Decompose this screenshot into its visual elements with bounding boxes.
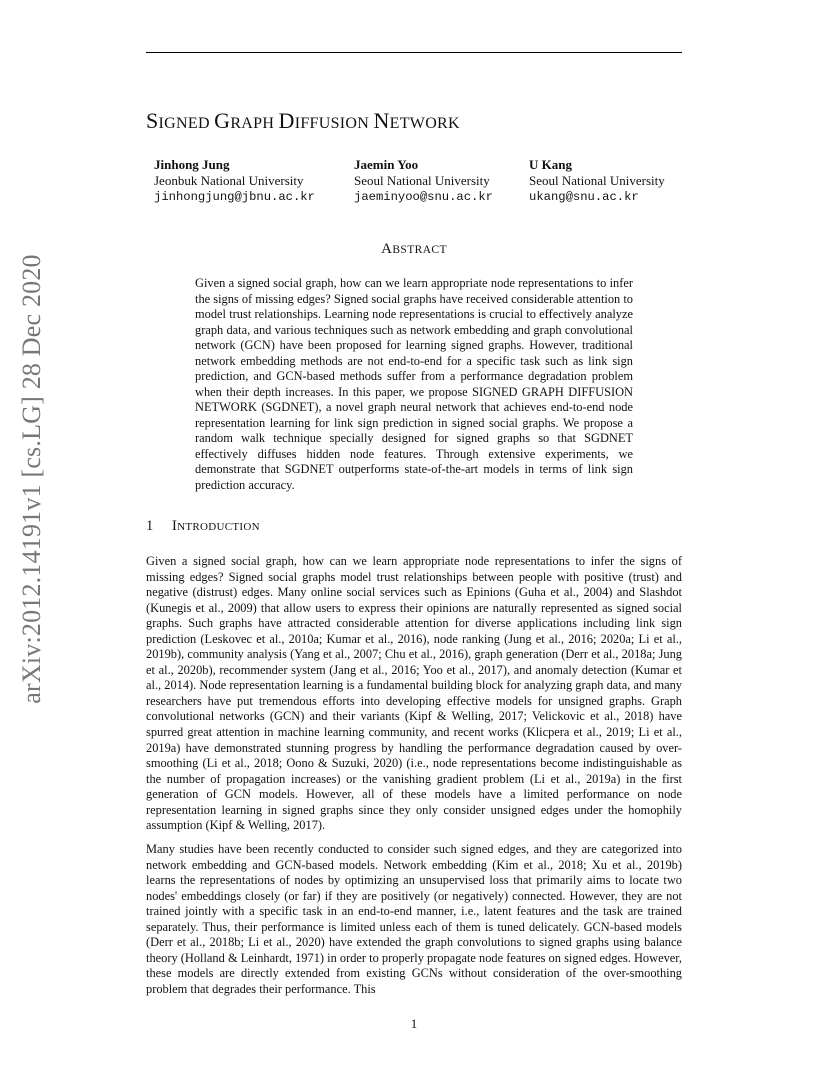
abstract-heading-rest: BSTRACT [392, 244, 447, 256]
author-email[interactable]: jinhongjung@jbnu.ac.kr [154, 190, 315, 204]
paragraph-text: Given a signed social graph, how can we learn appropriate node representations to infer the signs of missing edges? Signed social graphs model trust relationships between people with positive (trust) and negative (distrust) edges. Many online social services such as Epinions (Guha et al., 2004) and Slashdot (Kunegis et al., 2009) that allow users to express their opinions are naturally represented as signed social graphs. Such graphs have attracted considerable attention for diverse applications including link sign prediction (Leskovec et al., 2010a; Kumar et al., 2016), node ranking (Jung et al., 2016; 2020a; Li et al., 2019b), community analysis (Yang et al., 2007; Chu et al., 2016), graph generation (Derr et al., 2018a; Jung et al., 2020b), recommender system (Jang et al., 2016; Yoo et al., 2017), and anomaly detection (Kumar et al., 2014). Node representation learning is a fundamental building block for analyzing graph data, and many researchers have put tremendous efforts into developing effective models for unsigned graphs. Graph convolutional networks (GCN) and their variants (Kipf & Welling, 2017; Velickovic et al., 2018) have spurred great attention in machine learning community, and recent works (Klicpera et al., 2019; Li et al., 2019a) have demonstrated stunning progress by handling the performance degradation caused by over-smoothing (Li et al., 2018; Oono & Suzuki, 2020) (i.e., node representations become indistinguishable as the number of propagation increases) or the vanishing gradient problem (Li et al., 2019a) in the first generation of GCN models. However, all of these models have a limited performance on node representation learning in signed graphs since they only consider unsigned edges under the homophily assumption (Kipf & Welling, 2017). [146, 554, 682, 833]
section-title-first: I [172, 518, 178, 534]
abstract-heading-first: A [381, 241, 393, 257]
author-name: U Kang [529, 157, 572, 172]
author-name: Jaemin Yoo [354, 157, 419, 172]
title-part: D [278, 108, 295, 133]
author-block [354, 157, 493, 205]
author-block [154, 157, 315, 205]
arxiv-identifier[interactable]: arXiv:2012.14191v1 [cs.LG] 28 Dec 2020 [17, 254, 46, 704]
paragraph-text: Many studies have been recently conducted to consider such signed edges, and they are categorized into network embedding and GCN-based models. Network embedding (Kim et al., 2018; Xu et al., 2019b) learns the representations of nodes by optimizing an unsupervised loss that primarily aims to locate two nodes' embeddings closely (or far) if they are positively (or negatively) connected. However, they are not trained jointly with a specific task in an end-to-end manner, i.e., latent features and the task are trained separately. Thus, their performance is limited unless each of them is tuned delicately. GCN-based models (Derr et al., 2018b; Li et al., 2020) have extended the graph convolutions to signed graphs using balance theory (Holland & Leinhardt, 1971) in order to properly propagate node features on signed edges. However, these models are directly extended from existing GCNs without consideration of the over-smoothing problem that degrades their performance. This [146, 842, 682, 996]
title-part: ETWORK [389, 115, 460, 132]
abstract-heading [0, 241, 828, 258]
paper-title [146, 108, 460, 134]
section-number: 1 [146, 518, 154, 534]
author-email[interactable]: ukang@snu.ac.kr [529, 190, 639, 204]
author-affiliation: Jeonbuk National University [154, 173, 304, 188]
author-affiliation: Seoul National University [529, 173, 665, 188]
title-part: G [214, 108, 231, 133]
top-rule [146, 52, 682, 53]
body-paragraph-2 [146, 842, 682, 997]
section-heading [146, 518, 260, 535]
abstract-paragraph: Given a signed social graph, how can we learn appropriate node representations to infer the signs of missing edges? Signed social graphs have received considerable attention to model trust relationships. Learning node representations is crucial to effectively analyze graph data, and various techniques such as network embedding and graph convolutional network (GCN) have been proposed for learning signed graphs. However, traditional network embedding methods are not end-to-end for a specific task such as link sign prediction, and GCN-based methods suffer from a performance degradation problem when their depth increases. In this paper, we propose SIGNED GRAPH DIFFUSION NETWORK (SGDNET), a novel graph neural network that achieves end-to-end node representation learning for link sign prediction in signed social graphs. We propose a random walk technique specially designed for signed graphs so that SGDNET effectively diffuses hidden node features. Through extensive experiments, we demonstrate that SGDNET outperforms state-of-the-art models in terms of link sign prediction accuracy. [195, 276, 633, 492]
author-email[interactable]: jaeminyoo@snu.ac.kr [354, 190, 493, 204]
author-block [529, 157, 665, 205]
title-part: S [146, 108, 159, 133]
arxiv-sidebar-stamp [14, 254, 50, 704]
title-part: IGNED [158, 115, 215, 132]
section-title-rest: NTRODUCTION [177, 521, 260, 533]
title-part: RAPH [230, 115, 279, 132]
title-part: N [373, 108, 390, 133]
title-part: IFFUSION [294, 115, 374, 132]
abstract-text [195, 276, 633, 493]
body-paragraph-1 [146, 554, 682, 834]
page-number: 1 [410, 1016, 418, 1031]
author-affiliation: Seoul National University [354, 173, 490, 188]
author-name: Jinhong Jung [154, 157, 230, 172]
